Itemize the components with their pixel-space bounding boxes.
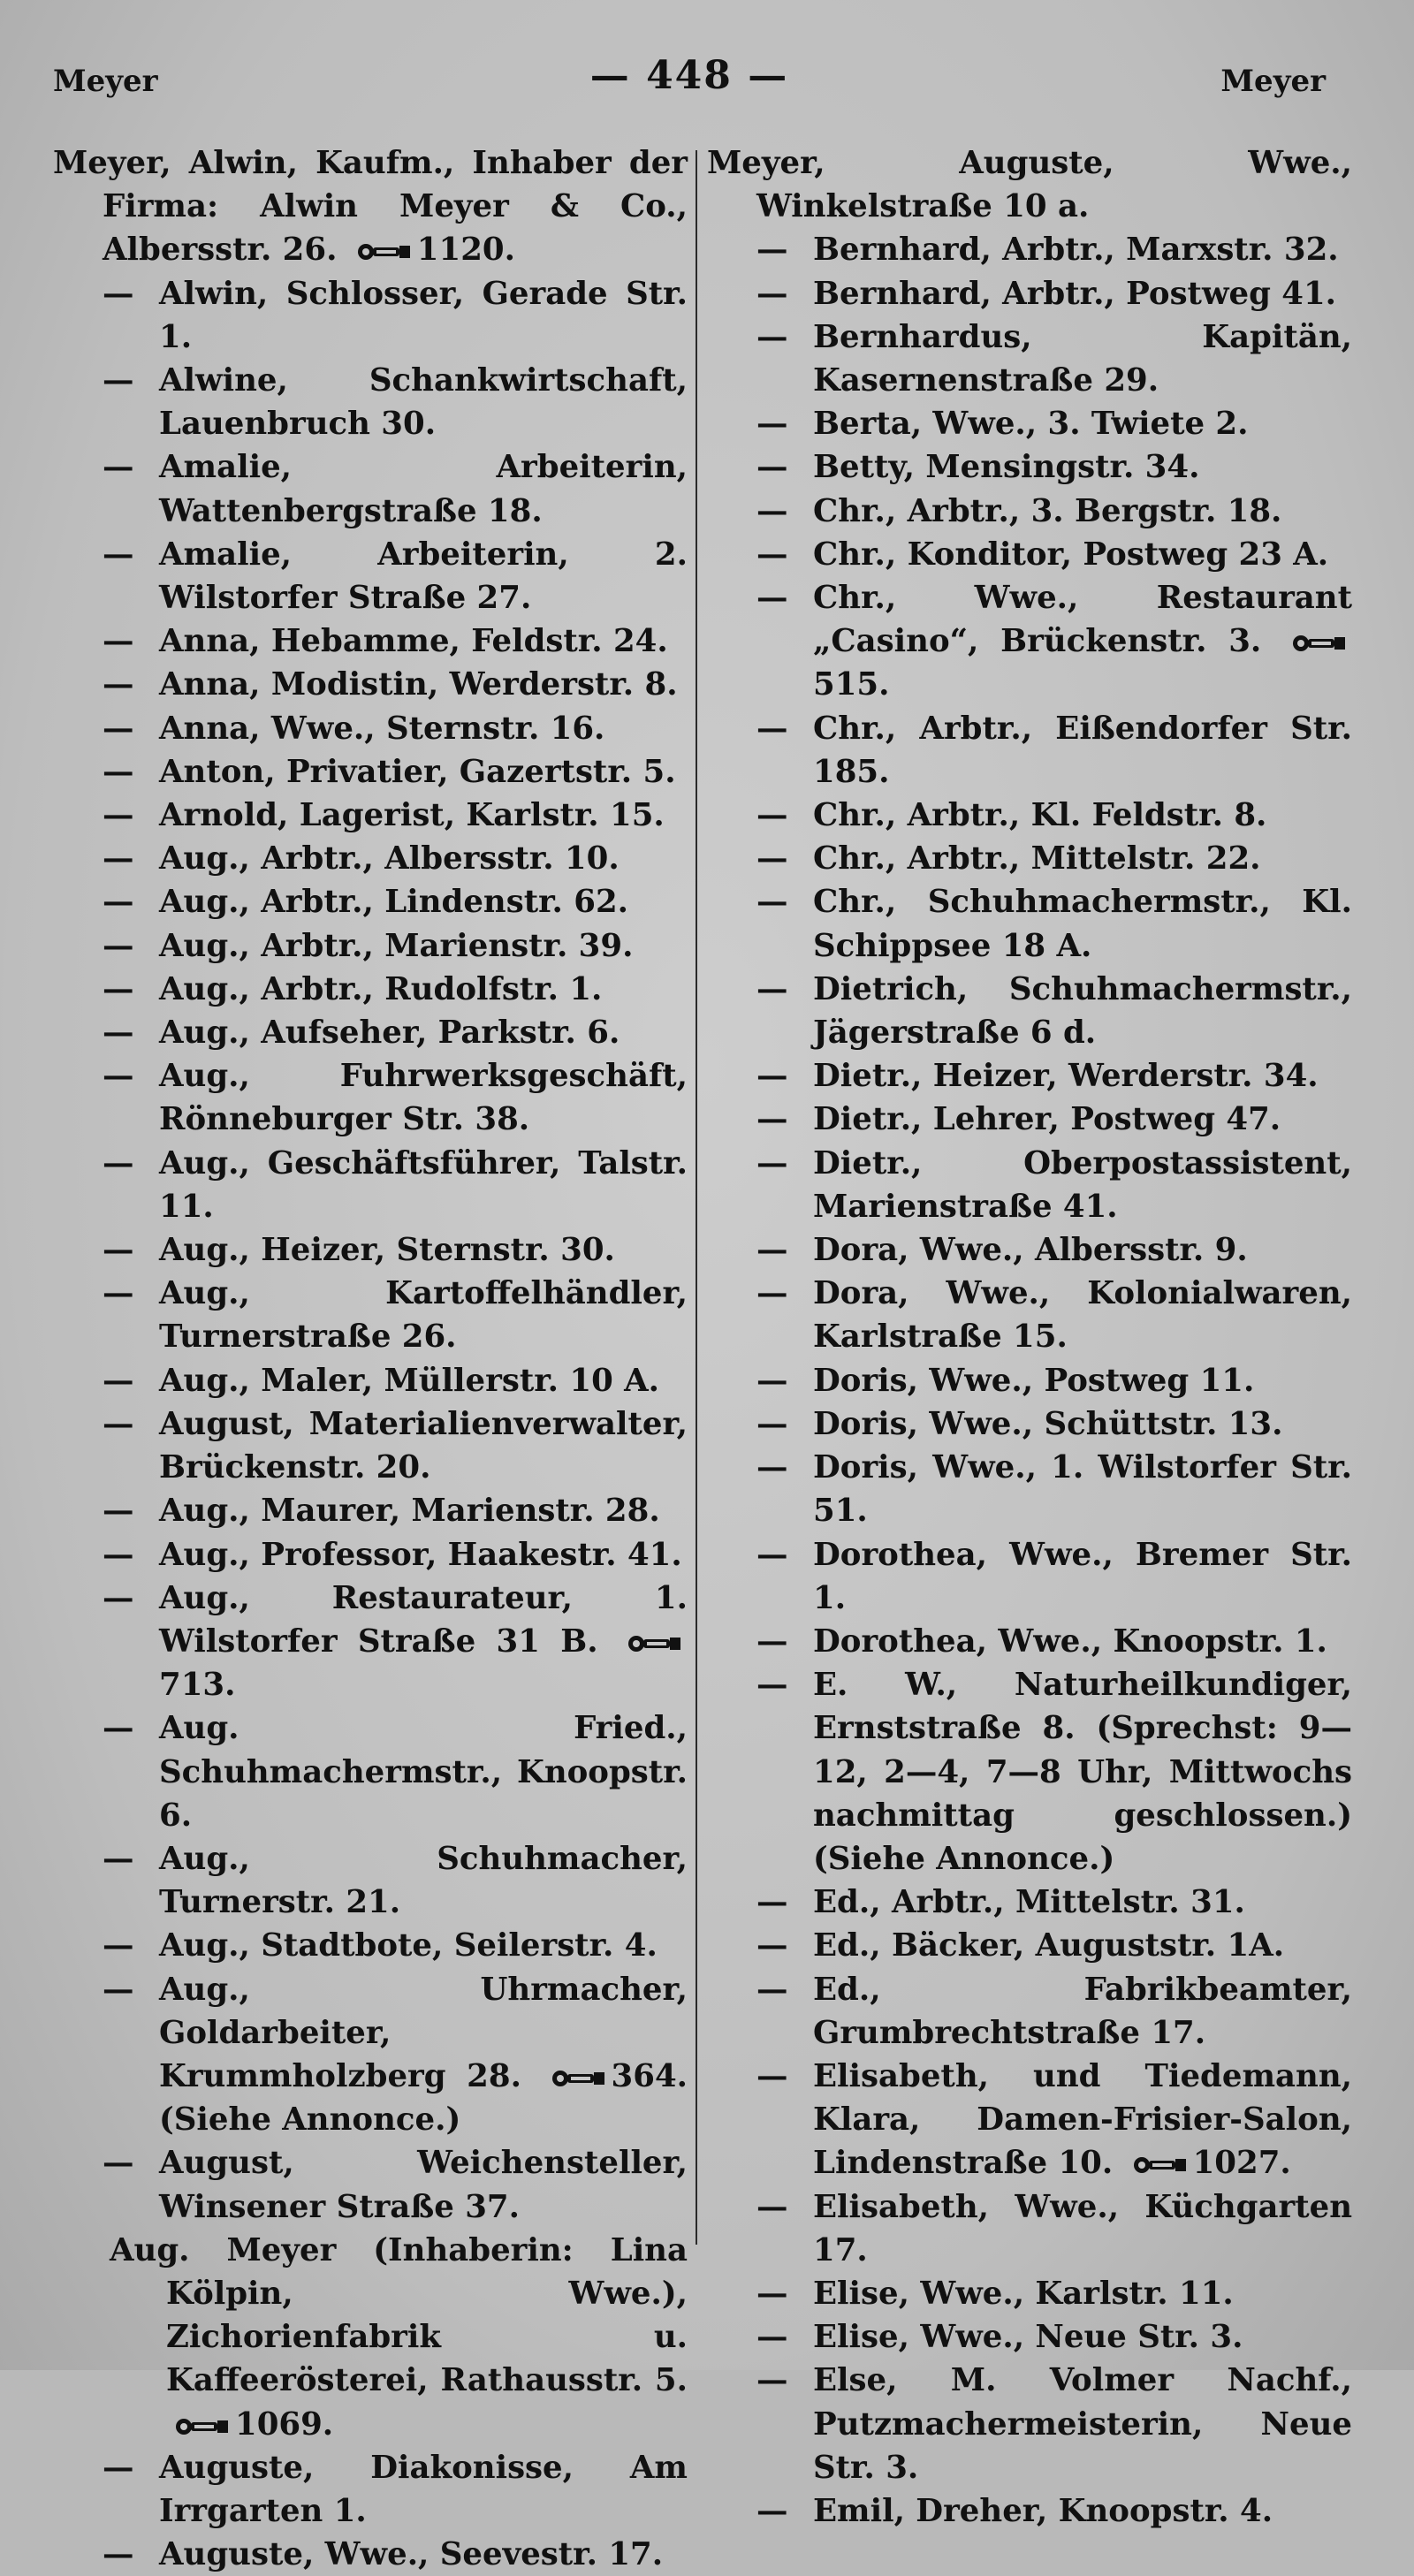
directory-entry	[53, 1577, 688, 1707]
telephone-icon	[175, 2417, 230, 2436]
directory-entry	[53, 1142, 688, 1228]
entry-text: Else, M. Volmer Nachf., Putzmachermeisterin, Neue Str. 3.	[813, 2362, 1352, 2486]
entry-text: Ed., Arbtr., Mittelstr. 31.	[813, 1884, 1245, 1921]
entry-text: Dora, Wwe., Kolonialwaren, Karlstraße 15.	[813, 1275, 1352, 1356]
directory-entry	[53, 1489, 688, 1532]
phone-number: 1120.	[416, 232, 515, 269]
entry-text: Alwin, Schlosser, Gerade Str. 1.	[159, 275, 688, 355]
entry-text: Anna, Hebamme, Feldstr. 24.	[159, 623, 668, 660]
left-column	[53, 141, 688, 2576]
entry-text: Chr., Wwe., Restaurant „Casino“, Brückenstr. 3.	[813, 580, 1352, 660]
directory-entry	[53, 1402, 688, 1489]
directory-entry	[707, 576, 1352, 707]
entry-text: Aug., Arbtr., Lindenstr. 62.	[159, 884, 629, 921]
directory-entry	[707, 1098, 1352, 1141]
directory-entry	[53, 1011, 688, 1054]
entry-text: Auguste, Diakonisse, Am Irrgarten 1.	[159, 2449, 688, 2529]
entry-text: Elise, Wwe., Neue Str. 3.	[813, 2319, 1243, 2356]
directory-entry	[707, 880, 1352, 967]
phone-number: 1027.	[1192, 2145, 1291, 2182]
entry-text: Elisabeth, und Tiedemann, Klara, Damen-Frisier-Salon, Lindenstraße 10.	[813, 2057, 1352, 2182]
entry-text: Doris, Wwe., 1. Wilstorfer Str. 51.	[813, 1449, 1352, 1530]
directory-entry	[53, 1837, 688, 1924]
directory-entry	[707, 445, 1352, 489]
directory-entry	[707, 533, 1352, 576]
directory-entry	[707, 2272, 1352, 2315]
directory-entry	[707, 1533, 1352, 1620]
directory-entry	[707, 490, 1352, 533]
entry-text: Betty, Mensingstr. 34.	[813, 449, 1200, 486]
directory-entry	[707, 1663, 1352, 1881]
entry-text: Chr., Arbtr., Kl. Feldstr. 8.	[813, 797, 1267, 834]
directory-entry	[53, 707, 688, 750]
entry-text: Aug., Arbtr., Marienstr. 39.	[159, 927, 634, 964]
entry-text: Elise, Wwe., Karlstr. 11.	[813, 2275, 1234, 2312]
phone-number: 1069.	[235, 2405, 334, 2443]
directory-entry	[53, 968, 688, 1011]
entry-text: Ed., Fabrikbeamter, Grumbrechtstraße 17.	[813, 1971, 1352, 2051]
entry-text: Elisabeth, Wwe., Küchgarten 17.	[813, 2188, 1352, 2268]
entry-text: Dorothea, Wwe., Knoopstr. 1.	[813, 1622, 1327, 1660]
entry-note: (Siehe Annonce.)	[159, 2101, 461, 2139]
directory-entry	[53, 1924, 688, 1967]
directory-entry	[707, 968, 1352, 1054]
entry-text: Aug., Heizer, Sternstr. 30.	[159, 1232, 615, 1269]
directory-entry	[707, 1402, 1352, 1446]
entry-text: Doris, Wwe., Schüttstr. 13.	[813, 1405, 1283, 1442]
entry-text: E. W., Naturheilkundiger, Ernststraße 8. (Sprechst: 9—12, 2—4, 7—8 Uhr, Mittwochs nachmittag geschlossen.) (Siehe Annonce.)	[813, 1667, 1352, 1877]
entry-text: August, Materialienverwalter, Brückenstr. 20.	[159, 1405, 688, 1486]
phone-number: 364.	[611, 2057, 688, 2094]
directory-entry	[53, 924, 688, 968]
column-divider	[696, 150, 697, 2245]
entry-text: Emil, Dreher, Knoopstr. 4.	[813, 2492, 1273, 2529]
directory-entry	[707, 2055, 1352, 2185]
directory-entry	[53, 359, 688, 445]
entry-text: Dora, Wwe., Albersstr. 9.	[813, 1232, 1248, 1269]
entry-text: Aug., Arbtr., Rudolfstr. 1.	[159, 970, 603, 1007]
entry-text: Ed., Bäcker, Auguststr. 1A.	[813, 1927, 1285, 1964]
entry-text: Aug., Aufseher, Parkstr. 6.	[159, 1014, 620, 1052]
directory-entry	[53, 1054, 688, 1141]
directory-entry	[707, 402, 1352, 445]
running-head-left: Meyer	[53, 64, 158, 99]
entry-text: Aug., Stadtbote, Seilerstr. 4.	[159, 1927, 658, 1964]
entry-text: Aug., Restaurateur, 1. Wilstorfer Straße 31 B.	[159, 1579, 688, 1660]
entry-text: Anton, Privatier, Gazertstr. 5.	[159, 753, 676, 790]
directory-entry	[707, 1054, 1352, 1098]
directory-entry-head	[53, 141, 688, 272]
directory-entry	[53, 1706, 688, 1837]
directory-entry	[53, 750, 688, 794]
entry-text: Chr., Arbtr., Eißendorfer Str. 185.	[813, 710, 1352, 790]
directory-entry	[707, 1968, 1352, 2055]
directory-entry-head	[707, 141, 1352, 228]
entry-text: Aug. Fried., Schuhmachermstr., Knoopstr. 6.	[159, 1710, 688, 1834]
directory-entry	[53, 2533, 688, 2576]
entry-text: Aug., Uhrmacher, Goldarbeiter, Krummholzberg 28.	[159, 1971, 688, 2094]
entry-text: Dorothea, Wwe., Bremer Str. 1.	[813, 1536, 1352, 1616]
directory-entry	[53, 1968, 688, 2142]
entry-text: Chr., Schuhmachermstr., Kl. Schippsee 18 A.	[813, 884, 1352, 964]
entry-text: Aug., Kartoffelhändler, Turnerstraße 26.	[159, 1275, 688, 1356]
telephone-icon	[357, 242, 412, 262]
entry-text: Chr., Arbtr., 3. Bergstr. 18.	[813, 492, 1282, 529]
right-column	[707, 141, 1352, 2533]
directory-entry	[53, 880, 688, 923]
entry-text: Chr., Konditor, Postweg 23 A.	[813, 536, 1329, 573]
entry-text: Anna, Modistin, Werderstr. 8.	[159, 666, 678, 703]
entry-text: Berta, Wwe., 3. Twiete 2.	[813, 406, 1249, 443]
telephone-icon	[551, 2069, 606, 2088]
directory-entry	[707, 315, 1352, 402]
page-number: — 448 —	[589, 53, 789, 98]
directory-entry	[53, 1533, 688, 1577]
entry-text: Aug., Maurer, Marienstr. 28.	[159, 1493, 660, 1530]
entry-text: Bernhard, Arbtr., Postweg 41.	[813, 275, 1337, 312]
directory-entry	[707, 1359, 1352, 1402]
entry-text: Alwine, Schankwirtschaft, Lauenbruch 30.	[159, 362, 688, 443]
telephone-icon	[627, 1634, 682, 1653]
entry-text: Aug., Fuhrwerksgeschäft, Rönneburger Str. 38.	[159, 1058, 688, 1138]
directory-entry-firm	[53, 2229, 688, 2446]
entry-text: Aug., Maler, Müllerstr. 10 A.	[159, 1362, 660, 1399]
directory-entry	[53, 1272, 688, 1358]
entry-text: Anna, Wwe., Sternstr. 16.	[159, 710, 605, 747]
entry-text: Amalie, Arbeiterin, 2. Wilstorfer Straße 27.	[159, 536, 688, 617]
directory-entry	[707, 837, 1352, 880]
directory-entry	[707, 1446, 1352, 1532]
entry-text: August, Weichensteller, Winsener Straße 37.	[159, 2145, 688, 2225]
telephone-icon	[1133, 2155, 1188, 2175]
entry-text: Aug., Arbtr., Albersstr. 10.	[159, 840, 620, 878]
entry-text: Aug., Schuhmacher, Turnerstr. 21.	[159, 1840, 688, 1921]
entry-text: Dietrich, Schuhmachermstr., Jägerstraße 6 d.	[813, 970, 1352, 1052]
directory-entry	[707, 1881, 1352, 1924]
directory-entry	[53, 837, 688, 880]
directory-entry	[53, 533, 688, 619]
directory-entry	[707, 1142, 1352, 1228]
directory-entry	[707, 707, 1352, 794]
directory-entry	[53, 1359, 688, 1402]
entry-text: Aug., Geschäftsführer, Talstr. 11.	[159, 1144, 688, 1225]
directory-entry	[53, 445, 688, 532]
entry-text: Doris, Wwe., Postweg 11.	[813, 1362, 1255, 1399]
directory-entry	[53, 272, 688, 359]
directory-entry	[707, 794, 1352, 837]
entry-text: Arnold, Lagerist, Karlstr. 15.	[159, 797, 665, 834]
directory-entry	[53, 2141, 688, 2228]
entry-text: Amalie, Arbeiterin, Wattenbergstraße 18.	[159, 449, 688, 529]
phone-number: 515.	[813, 666, 890, 703]
entry-text: Dietr., Heizer, Werderstr. 34.	[813, 1058, 1319, 1095]
telephone-icon	[1292, 634, 1347, 653]
directory-entry	[707, 1620, 1352, 1663]
entry-text: Aug. Meyer (Inhaberin: Lina Kölpin, Wwe.), Zichorienfabrik u. Kaffeerösterei, Rathausstr. 5.	[110, 2231, 688, 2399]
directory-entry	[53, 794, 688, 837]
entry-text: Meyer, Alwin, Kaufm., Inhaber der Firma: Alwin Meyer & Co., Albersstr. 26.	[53, 145, 688, 269]
directory-entry	[53, 619, 688, 663]
entry-text: Aug., Professor, Haakestr. 41.	[159, 1536, 682, 1573]
directory-entry	[707, 1272, 1352, 1358]
directory-entry	[707, 2359, 1352, 2489]
directory-entry	[53, 1228, 688, 1272]
entry-text: Auguste, Wwe., Seevestr. 17.	[159, 2536, 664, 2573]
directory-entry	[707, 272, 1352, 315]
entry-text: Dietr., Oberpostassistent, Marienstraße 41.	[813, 1144, 1352, 1225]
directory-entry	[707, 2315, 1352, 2359]
directory-entry	[707, 228, 1352, 271]
directory-entry	[707, 1924, 1352, 1967]
entry-text: Chr., Arbtr., Mittelstr. 22.	[813, 840, 1261, 878]
entry-text: Meyer, Auguste, Wwe., Winkelstraße 10 a.	[707, 145, 1352, 225]
entry-text: Dietr., Lehrer, Postweg 47.	[813, 1101, 1281, 1138]
entry-text: Bernhardus, Kapitän, Kasernenstraße 29.	[813, 318, 1352, 399]
directory-entry	[707, 2185, 1352, 2272]
directory-entry	[53, 663, 688, 706]
directory-entry	[707, 1228, 1352, 1272]
directory-entry	[53, 2446, 688, 2533]
directory-entry	[707, 2489, 1352, 2533]
phone-number: 713.	[159, 1667, 236, 1704]
entry-text: Bernhard, Arbtr., Marxstr. 32.	[813, 232, 1339, 269]
running-head-right: Meyer	[1220, 64, 1326, 99]
page-header	[53, 53, 1326, 106]
